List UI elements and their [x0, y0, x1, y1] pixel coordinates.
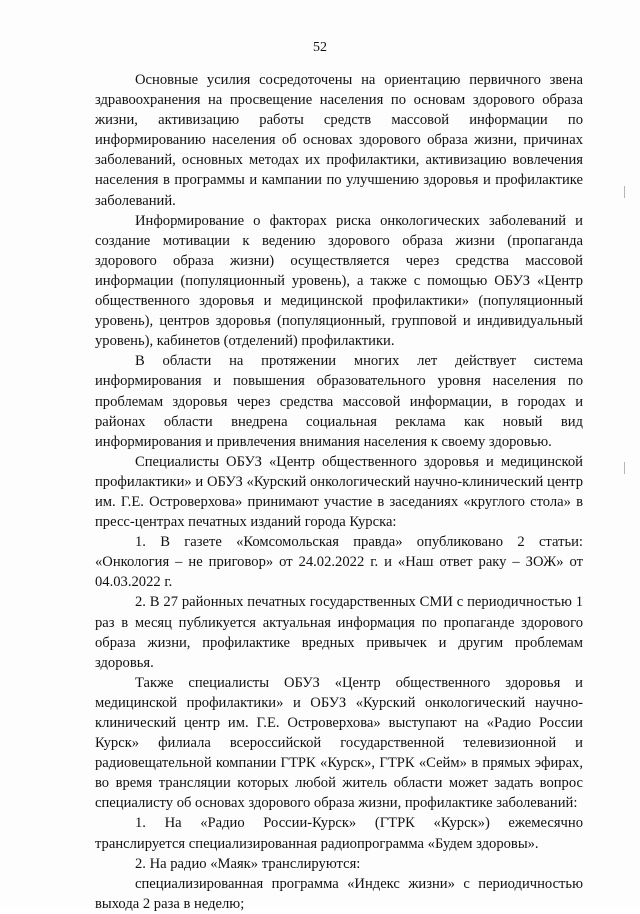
paragraph-5: Также специалисты ОБУЗ «Центр общественного здоровья и медицинской профилактики» и ОБУЗ «Курский онкологический научно-клинический центр им. Г.Е. Островерхова» выступают на «Радио России Курск» филиала всероссийской государственной телевизионной и радиовещательной компании ГТРК «Курск», ГТРК «Сейм» в прямых эфирах, во время трансляции которых любой житель области может задать вопрос специалисту об основах здорового образа жизни, профилактике заболеваний:	[95, 674, 583, 812]
body-text	[95, 70, 583, 914]
list-item-3: 1. На «Радио России-Курск» (ГТРК «Курск») ежемесячно транслируется специализированная радиопрограмма «Будем здоровы».	[95, 815, 583, 852]
scan-margin-mark	[624, 462, 625, 474]
list-item-1: 1. В газете «Комсомольская правда» опубликовано 2 статьи: «Онкология – не приговор» от 24.02.2022 г. и «Наш ответ раку – ЗОЖ» от 04.03.2022 г.	[95, 534, 583, 591]
list-item-4: 2. На радио «Маяк» транслируются:	[135, 855, 361, 872]
paragraph-1: Основные усилия сосредоточены на ориентацию первичного звена здравоохранения на просвещение населения по основам здорового образа жизни, активизацию работы средств массовой информации по информированию населения об основах здорового образа жизни, причинах заболеваний, основных методах их профилактики, активизацию вовлечения населения в программы и кампании по улучшению здоровья и профилактике заболеваний.	[95, 72, 583, 209]
page-number: 52	[313, 40, 327, 55]
list-item-2: 2. В 27 районных печатных государственных СМИ с периодичностью 1 раз в месяц публикуется актуальная информация по пропаганде здорового образа жизни, профилактике вредных привычек и другим проблемам здоровья.	[95, 594, 583, 671]
paragraph-6: специализированная программа «Индекс жизни» с периодичностью выхода 2 раза в неделю;	[95, 875, 583, 912]
scan-margin-mark	[624, 186, 625, 198]
paragraph-2: Информирование о факторах риска онкологических заболеваний и создание мотивации к ведению здорового образа жизни (пропаганда здорового образа жизни) осуществляется через средства массовой информации (популяционный уровень), а также с помощью ОБУЗ «Центр общественного здоровья и медицинской профилактики» (популяционный уровень), центров здоровья (популяционный, групповой и индивидуальный уровень), кабинетов (отделений) профилактики.	[95, 212, 583, 350]
paragraph-4: Специалисты ОБУЗ «Центр общественного здоровья и медицинской профилактики» и ОБУЗ «Курский онкологический научно-клинический центр им. Г.Е. Островерхова» принимают участие в заседаниях «круглого стола» в пресс-центрах печатных изданий города Курска:	[95, 453, 583, 531]
paragraph-3: В области на протяжении многих лет действует система информирования и повышения образовательного уровня населения по проблемам здоровья через средства массовой информации, в городах и районах области внедрена социальная реклама как новый вид информирования и привлечения внимания населения к своему здоровью.	[95, 353, 583, 450]
